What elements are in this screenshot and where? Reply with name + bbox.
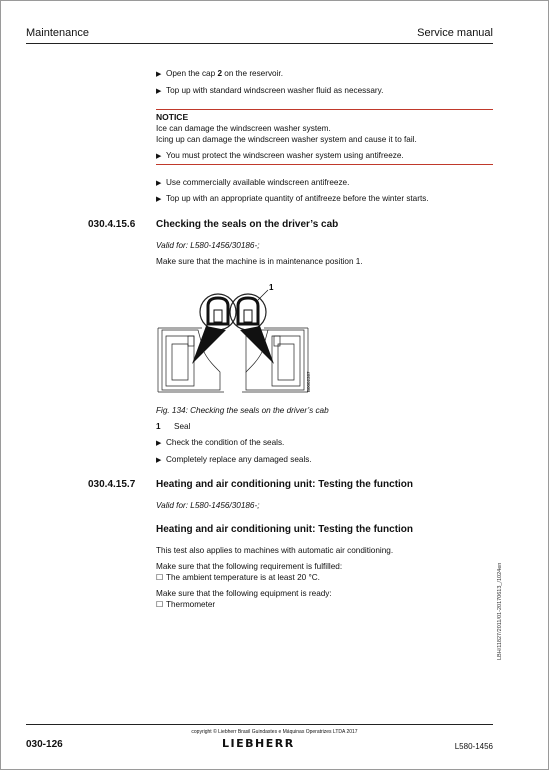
requirement-item: ☐ The ambient temperature is at least 20 °C. [156,573,320,582]
section-number: 030.4.15.7 [88,479,136,490]
step-arrow-icon: ▶ [156,71,162,78]
copyright: copyright © Liebherr Brasil Guindastes e Máquinas Operatrizes LTDA 2017 [191,729,358,735]
header-doc-type: Service manual [417,27,493,39]
paragraph-requirement: Make sure that the following requirement is fulfilled: [156,562,343,571]
step-use-antifreeze: ▶ Use commercially available windscreen antifreeze. [156,178,350,187]
step-top-up-antifreeze: ▶ Top up with an appropriate quantity of antifreeze before the winter starts. [156,194,429,203]
cab-seal-figure [154,282,312,400]
legend-number: 1 [156,422,161,431]
notice-top-rule [156,109,493,110]
figure-code: B0002387 [306,371,311,392]
step-arrow-icon: ▶ [156,180,162,187]
step-arrow-icon: ▶ [156,457,162,464]
notice-line-2: Icing up can damage the windscreen washer system and cause it to fail. [156,135,417,144]
valid-for: Valid for: L580-1456/30186-; [156,241,260,250]
footer-rule [26,724,493,725]
checkbox-icon: ☐ [156,600,164,609]
valid-for: Valid for: L580-1456/30186-; [156,501,260,510]
figure-caption: Fig. 134: Checking the seals on the driver’s cab [156,406,329,415]
legend-label: Seal [174,422,191,431]
page-number: 030-126 [26,739,63,750]
liebherr-logo: LIEBHERR [222,737,295,750]
instruction: Make sure that the machine is in maintenance position 1. [156,257,363,266]
notice-bottom-rule [156,164,493,165]
checkbox-icon: ☐ [156,573,164,582]
callout-leader [258,290,268,300]
step-arrow-icon: ▶ [156,440,162,447]
step-arrow-icon: ▶ [156,196,162,203]
step-open-cap: ▶ Open the cap 2 on the reservoir. [156,69,283,78]
step-top-up-fluid: ▶ Top up with standard windscreen washer fluid as necessary. [156,86,384,95]
step-arrow-icon: ▶ [156,88,162,95]
subsection-title: Heating and air conditioning unit: Testing the function [156,524,414,535]
step-check-seals: ▶ Check the condition of the seals. [156,438,285,447]
notice-step: ▶ You must protect the windscreen washer system using antifreeze. [156,151,404,160]
header-rule [26,43,493,44]
figure-callout-1: 1 [269,283,274,292]
model-number: L580-1456 [454,742,493,751]
section-title: Heating and air conditioning unit: Testing the function [156,479,414,490]
notice-title: NOTICE [156,112,189,122]
section-title: Checking the seals on the driver’s cab [156,219,339,230]
step-replace-seals: ▶ Completely replace any damaged seals. [156,455,312,464]
document-side-code: LBH/11827/2011/01-20170613_/1024en [497,562,503,660]
paragraph-equipment: Make sure that the following equipment is ready: [156,589,332,598]
step-arrow-icon: ▶ [156,153,162,160]
equipment-item: ☐ Thermometer [156,600,216,609]
notice-line-1: Ice can damage the windscreen washer system. [156,124,331,133]
paragraph-applies: This test also applies to machines with automatic air conditioning. [156,546,394,555]
header-chapter: Maintenance [26,27,89,39]
section-number: 030.4.15.6 [88,219,136,230]
